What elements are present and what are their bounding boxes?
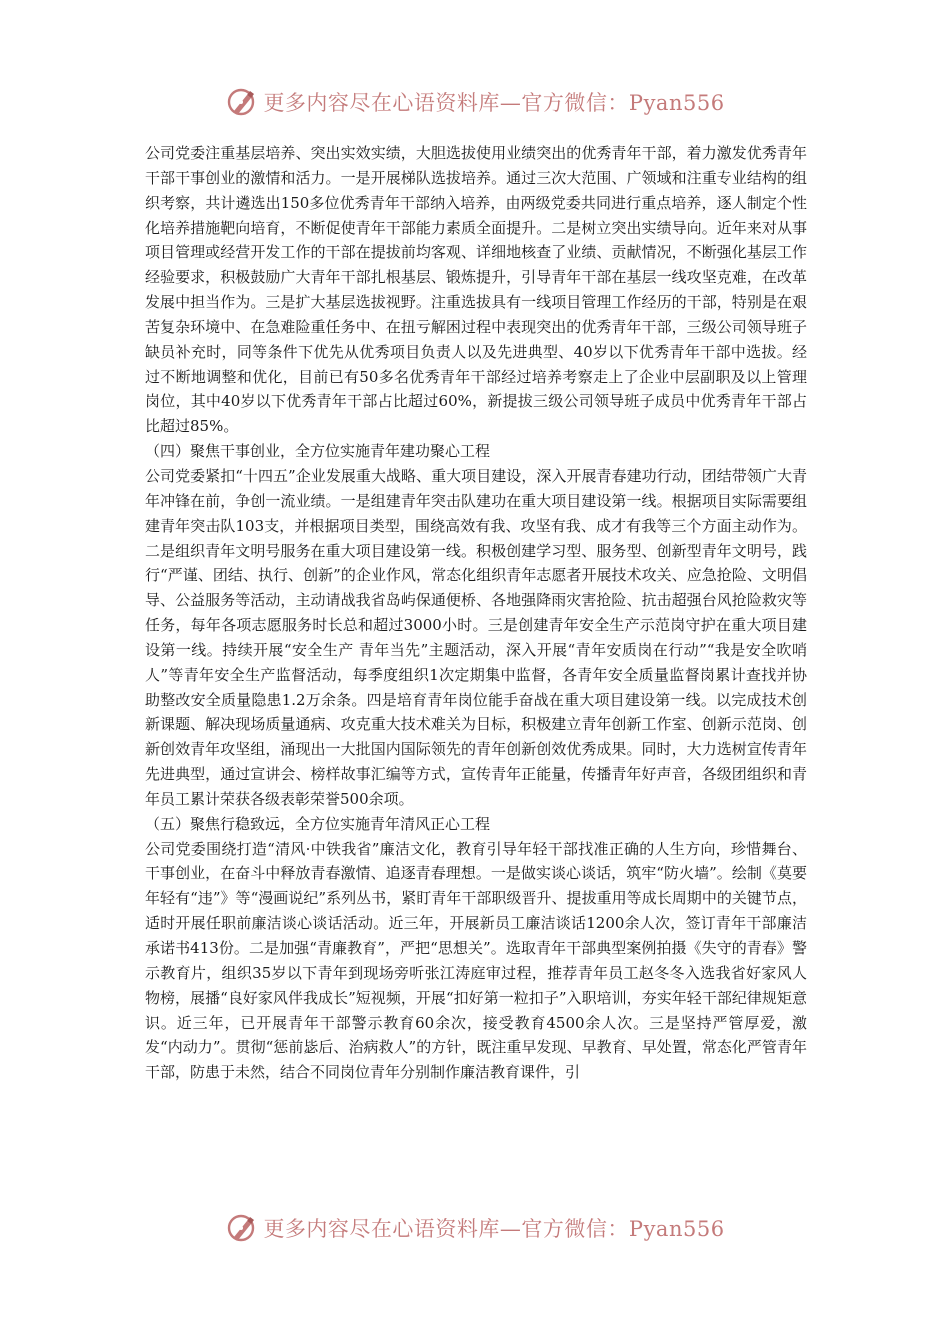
section-heading-5: （五）聚焦行稳致远，全方位实施青年清风正心工程 <box>145 814 491 833</box>
footer-watermark-banner <box>0 1208 950 1248</box>
paragraph-selection-cultivation: 公司党委注重基层培养、突出实效实绩，大胆选拔使用业绩突出的优秀青年干部，着力激发优秀青年干部干事创业的激情和活力。一是开展梯队选拔培养。通过三次大范围、广领域和注重专业结构的组织考察，共计遴选出150多位优秀青年干部纳入培养，由两级党委共同进行重点培养，逐人制定个性化培养措施靶向培育，不断促使青年干部能力素质全面提升。二是树立突出实绩导向。近年来对从事项目管理或经营开发工作的干部在提拔前均客观、详细地核查了业绩、贡献情况，不断强化基层工作经验要求，积极鼓励广大青年干部扎根基层、锻炼提升，引导青年干部在基层一线攻坚克难，在改革发展中担当作为。三是扩大基层选拔视野。注重选拔具有一线项目管理工作经历的干部，特别是在艰苦复杂环境中、在急难险重任务中、在扭亏解困过程中表现突出的优秀青年干部，三级公司领导班子缺员补充时，同等条件下优先从优秀项目负责人以及先进典型、40岁以下优秀青年干部中选拔。经过不断地调整和优化，目前已有50多名优秀青年干部经过培养考察走上了企业中层副职及以上管理岗位，其中40岁以下优秀青年干部占比超过60%，新提拔三级公司领导班子成员中优秀青年干部占比超过85%。 <box>145 144 807 436</box>
pen-logo-icon <box>225 85 259 119</box>
section-heading-4: （四）聚焦干事创业，全方位实施青年建功聚心工程 <box>145 442 491 461</box>
watermark-text: 更多内容尽在心语资料库—官方微信：Pyan556 <box>263 91 725 115</box>
paragraph-youth-achievement: 公司党委紧扣“十四五”企业发展重大战略、重大项目建设，深入开展青春建功行动，团结带领广大青年冲锋在前，争创一流业绩。一是组建青年突击队建功在重大项目建设第一线。根据项目实际需要组建青年突击队103支，并根据项目类型，围绕高效有我、攻坚有我、成才有我等三个方面主动作为。二是组织青年文明号服务在重大项目建设第一线。积极创建学习型、服务型、创新型青年文明号，践行“严谨、团结、执行、创新”的企业作风，常态化组织青年志愿者开展技术攻关、应急抢险、文明倡导、公益服务等活动，主动请战我省岛屿保通便桥、各地强降雨灾害抢险、抗击超强台风抢险救灾等任务，每年各项志愿服务时长总和超过3000小时。三是创建青年安全生产示范岗守护在重大项目建设第一线。持续开展“安全生产 青年当先”主题活动，深入开展“青年安质岗在行动”“我是安全吹哨人”等青年安全生产监督活动，每季度组织1次定期集中监督，各青年安全质量监督岗累计查找并协助整改安全质量隐患1.2万余条。四是培育青年岗位能手奋战在重大项目建设第一线。以完成技术创新课题、解决现场质量通病、攻克重大技术难关为目标，积极建立青年创新工作室、创新示范岗、创新创效青年攻坚组，涌现出一大批国内国际领先的青年创新创效优秀成果。同时，大力选树宣传青年先进典型，通过宣讲会、榜样故事汇编等方式，宣传青年正能量，传播青年好声音，各级团组织和青年员工累计荣获各级表彰荣誉500余项。 <box>145 466 807 808</box>
header-watermark-banner <box>0 82 950 122</box>
document-body <box>145 141 807 1085</box>
paragraph-integrity-education: 公司党委围绕打造“清风·中铁我省”廉洁文化，教育引导年轻干部找准正确的人生方向，珍惜舞台、干事创业，在奋斗中释放青春激情、追逐青春理想。一是做实谈心谈话，筑牢“防火墙”。绘制《莫要年轻有“违”》等“漫画说纪”系列丛书，紧盯青年干部职级晋升、提拔重用等成长周期中的关键节点，适时开展任职前廉洁谈心谈话活动。近三年，开展新员工廉洁谈话1200余人次，签订青年干部廉洁承诺书413份。二是加强“青廉教育”，严把“思想关”。选取青年干部典型案例拍摄《失守的青春》警示教育片，组织35岁以下青年到现场旁听张江涛庭审过程，推荐青年员工赵冬冬入选我省好家风人物榜，展播“良好家风伴我成长”短视频，开展“扣好第一粒扣子”入职培训，夯实年轻干部纪律规矩意识。近三年，已开展青年干部警示教育60余次，接受教育4500余人次。三是坚持严管厚爱，激发“内动力”。贯彻“惩前毖后、治病救人”的方针，既注重早发现、早教育、早处置，常态化严管青年干部，防患于未然，结合不同岗位青年分别制作廉洁教育课件，引 <box>145 839 807 1082</box>
watermark-text: 更多内容尽在心语资料库—官方微信：Pyan556 <box>263 1217 725 1241</box>
pen-logo-icon <box>225 1211 259 1245</box>
